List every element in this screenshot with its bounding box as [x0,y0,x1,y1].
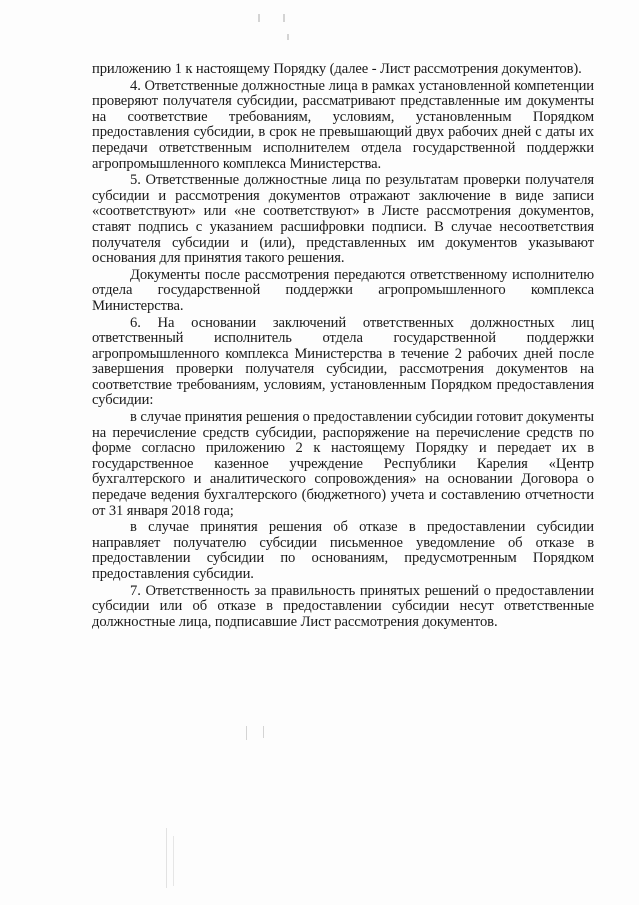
document-body [92,62,594,631]
paragraph-item-4: 4. Ответственные должностные лица в рамках установленной компетенции проверяют получателя субсидии, рассматривают представленные им документы на соответствие требованиям, условиям, установленным Порядком предоставления субсидии, в срок не превышающий двух рабочих дней с даты их передачи ответственным исполнителем отдела государственной поддержки агропромышленного комплекса Министерства. [92,77,594,172]
scan-mark-bottom [166,828,167,888]
paragraph-item-7: 7. Ответственность за правильность принятых решений о предоставлении субсидии или об отказе в предоставлении субсидии несут ответственные должностные лица, подписавшие Лист рассмотрения документов. [92,582,594,630]
scan-mark-top [258,14,260,22]
scan-mark-top-3 [287,34,289,40]
scan-mark-mid [246,726,247,740]
scan-mark-top-2 [283,14,285,22]
paragraph-subsidy-granted: в случае принятия решения о предоставлении субсидии готовит документы на перечисление средств субсидии, распоряжение на перечисление средств по форме согласно приложению 2 к настоящему Порядку и передает их в государственное казенное учреждение Республики Карелия «Центр бухгалтерского и аналитического сопровождения» на основании Договора о передаче ведения бухгалтерского (бюджетного) учета и составлению отчетности от 31 января 2018 года; [92,409,594,519]
paragraph-item-6: 6. На основании заключений ответственных должностных лиц ответственный исполнитель отдела государственной поддержки агропромышленного комплекса Министерства в течение 2 рабочих дней после завершения проверки получателя субсидии, рассмотрения документов на соответствие требованиям, условиям, установленным Порядком предоставления субсидии: [92,314,594,409]
scan-mark-mid-2 [263,726,264,738]
paragraph-subsidy-refused: в случае принятия решения об отказе в предоставлении субсидии направляет получателю субсидии письменное уведомление об отказе в предоставлении субсидии по основаниям, предусмотренным Порядком предоставления субсидии. [92,519,594,582]
paragraph-documents-transfer: Документы после рассмотрения передаются ответственному исполнителю отдела государственной поддержки агропромышленного комплекса Министерства. [92,266,594,314]
paragraph-continuation: приложению 1 к настоящему Порядку (далее - Лист рассмотрения документов). [92,61,582,77]
paragraph-item-5: 5. Ответственные должностные лица по результатам проверки получателя субсидии и рассмотрения документов отражают заключение в виде записи «соответствуют» или «не соответствуют» в Листе рассмотрения документов, ставят подпись с указанием расшифровки подписи. В случае несоответствия получателя субсидии и (или), представленных им документов указывают основания для принятия такого решения. [92,172,594,267]
scan-mark-bottom-2 [173,836,174,886]
